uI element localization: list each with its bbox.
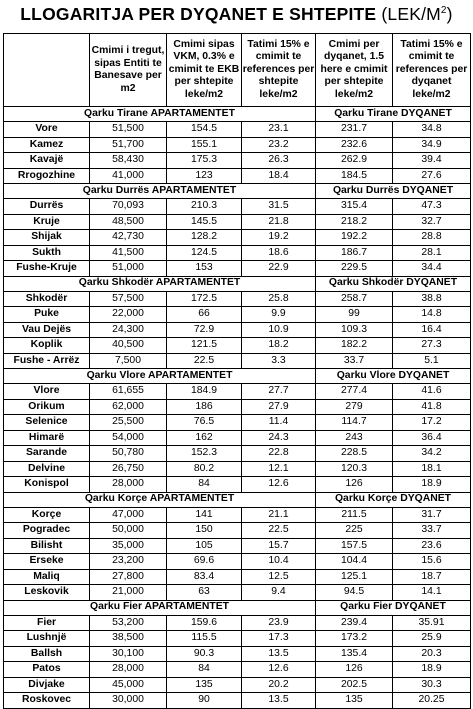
value-cell: 19.2 bbox=[242, 230, 316, 246]
value-cell: 123 bbox=[167, 168, 242, 184]
value-cell: 51,000 bbox=[90, 261, 167, 277]
value-cell: 258.7 bbox=[316, 291, 393, 307]
value-cell: 35.91 bbox=[393, 615, 471, 631]
value-cell: 47,000 bbox=[90, 507, 167, 523]
value-cell: 51,500 bbox=[90, 122, 167, 138]
value-cell: 41.6 bbox=[393, 384, 471, 400]
section-shops-title: Qarku Fier DYQANET bbox=[316, 600, 471, 615]
header-cell: Cmimi per dyqanet, 1.5 here e cmimit per shtepite leke/m2 bbox=[316, 34, 393, 107]
value-cell: 172.5 bbox=[167, 291, 242, 307]
value-cell: 51,700 bbox=[90, 137, 167, 153]
city-name-cell: Maliq bbox=[4, 569, 90, 585]
table-row bbox=[4, 662, 471, 678]
value-cell: 9.4 bbox=[242, 585, 316, 601]
value-cell: 115.5 bbox=[167, 631, 242, 647]
value-cell: 40,500 bbox=[90, 338, 167, 354]
value-cell: 18.9 bbox=[393, 662, 471, 678]
section-header-row bbox=[4, 276, 471, 291]
value-cell: 23.6 bbox=[393, 538, 471, 554]
value-cell: 14.1 bbox=[393, 585, 471, 601]
value-cell: 243 bbox=[316, 430, 393, 446]
value-cell: 22.9 bbox=[242, 261, 316, 277]
value-cell: 120.3 bbox=[316, 461, 393, 477]
value-cell: 21.1 bbox=[242, 507, 316, 523]
table-row bbox=[4, 538, 471, 554]
value-cell: 31.7 bbox=[393, 507, 471, 523]
section-shops-title: Qarku Tirane DYQANET bbox=[316, 107, 471, 122]
value-cell: 125.1 bbox=[316, 569, 393, 585]
table-row bbox=[4, 461, 471, 477]
city-name-cell: Bilisht bbox=[4, 538, 90, 554]
value-cell: 21.8 bbox=[242, 214, 316, 230]
value-cell: 22.5 bbox=[167, 353, 242, 369]
value-cell: 84 bbox=[167, 662, 242, 678]
value-cell: 28,000 bbox=[90, 662, 167, 678]
city-name-cell: Delvine bbox=[4, 461, 90, 477]
header-cell bbox=[4, 34, 90, 107]
city-name-cell: Fier bbox=[4, 615, 90, 631]
value-cell: 13.5 bbox=[242, 646, 316, 662]
title-unit bbox=[381, 4, 452, 24]
value-cell: 33.7 bbox=[316, 353, 393, 369]
value-cell: 80.2 bbox=[167, 461, 242, 477]
value-cell: 18.1 bbox=[393, 461, 471, 477]
value-cell: 30,100 bbox=[90, 646, 167, 662]
city-name-cell: Kruje bbox=[4, 214, 90, 230]
value-cell: 18.7 bbox=[393, 569, 471, 585]
value-cell: 21,000 bbox=[90, 585, 167, 601]
title-text: LLOGARITJA PER DYQANET E SHTEPITE bbox=[20, 4, 377, 24]
value-cell: 17.3 bbox=[242, 631, 316, 647]
value-cell: 24.3 bbox=[242, 430, 316, 446]
value-cell: 211.5 bbox=[316, 507, 393, 523]
value-cell: 32.7 bbox=[393, 214, 471, 230]
value-cell: 58,430 bbox=[90, 153, 167, 169]
table-row bbox=[4, 554, 471, 570]
table-row bbox=[4, 214, 471, 230]
city-name-cell: Korçe bbox=[4, 507, 90, 523]
value-cell: 153 bbox=[167, 261, 242, 277]
city-name-cell: Kavajë bbox=[4, 153, 90, 169]
value-cell: 83.4 bbox=[167, 569, 242, 585]
value-cell: 42,730 bbox=[90, 230, 167, 246]
value-cell: 135 bbox=[167, 677, 242, 693]
value-cell: 173.2 bbox=[316, 631, 393, 647]
value-cell: 31.5 bbox=[242, 199, 316, 215]
price-table bbox=[3, 33, 471, 709]
city-name-cell: Lushnjë bbox=[4, 631, 90, 647]
value-cell: 33.7 bbox=[393, 523, 471, 539]
value-cell: 162 bbox=[167, 430, 242, 446]
city-name-cell: Vore bbox=[4, 122, 90, 138]
city-name-cell: Durrës bbox=[4, 199, 90, 215]
value-cell: 10.9 bbox=[242, 322, 316, 338]
section-header-row bbox=[4, 492, 471, 507]
city-name-cell: Rrogozhine bbox=[4, 168, 90, 184]
value-cell: 279 bbox=[316, 399, 393, 415]
table-row bbox=[4, 199, 471, 215]
city-name-cell: Shkodër bbox=[4, 291, 90, 307]
value-cell: 57,500 bbox=[90, 291, 167, 307]
value-cell: 135.4 bbox=[316, 646, 393, 662]
table-row bbox=[4, 322, 471, 338]
table-row bbox=[4, 477, 471, 493]
table-row bbox=[4, 307, 471, 323]
value-cell: 232.6 bbox=[316, 137, 393, 153]
table-row bbox=[4, 338, 471, 354]
value-cell: 41,500 bbox=[90, 245, 167, 261]
city-name-cell: Shijak bbox=[4, 230, 90, 246]
value-cell: 218.2 bbox=[316, 214, 393, 230]
value-cell: 315.4 bbox=[316, 199, 393, 215]
value-cell: 63 bbox=[167, 585, 242, 601]
value-cell: 104.4 bbox=[316, 554, 393, 570]
city-name-cell: Sukth bbox=[4, 245, 90, 261]
city-name-cell: Konispol bbox=[4, 477, 90, 493]
city-name-cell: Vau Dejës bbox=[4, 322, 90, 338]
table-row bbox=[4, 168, 471, 184]
value-cell: 27.7 bbox=[242, 384, 316, 400]
value-cell: 84 bbox=[167, 477, 242, 493]
value-cell: 141 bbox=[167, 507, 242, 523]
value-cell: 152.3 bbox=[167, 446, 242, 462]
section-shops-title: Qarku Vlore DYQANET bbox=[316, 369, 471, 384]
value-cell: 16.4 bbox=[393, 322, 471, 338]
value-cell: 34.9 bbox=[393, 137, 471, 153]
value-cell: 15.6 bbox=[393, 554, 471, 570]
value-cell: 12.1 bbox=[242, 461, 316, 477]
value-cell: 28,000 bbox=[90, 477, 167, 493]
value-cell: 14.8 bbox=[393, 307, 471, 323]
city-name-cell: Roskovec bbox=[4, 693, 90, 709]
table-row bbox=[4, 291, 471, 307]
value-cell: 192.2 bbox=[316, 230, 393, 246]
value-cell: 22.5 bbox=[242, 523, 316, 539]
value-cell: 99 bbox=[316, 307, 393, 323]
value-cell: 23.1 bbox=[242, 122, 316, 138]
value-cell: 277.4 bbox=[316, 384, 393, 400]
table-row bbox=[4, 569, 471, 585]
section-header-row bbox=[4, 600, 471, 615]
value-cell: 34.4 bbox=[393, 261, 471, 277]
value-cell: 12.5 bbox=[242, 569, 316, 585]
value-cell: 262.9 bbox=[316, 153, 393, 169]
city-name-cell: Fushe - Arrëz bbox=[4, 353, 90, 369]
value-cell: 23.9 bbox=[242, 615, 316, 631]
city-name-cell: Patos bbox=[4, 662, 90, 678]
city-name-cell: Koplik bbox=[4, 338, 90, 354]
value-cell: 25.9 bbox=[393, 631, 471, 647]
header-cell: Tatimi 15% e cmimit te references per dyqanet leke/m2 bbox=[393, 34, 471, 107]
value-cell: 28.8 bbox=[393, 230, 471, 246]
value-cell: 69.6 bbox=[167, 554, 242, 570]
table-row bbox=[4, 646, 471, 662]
city-name-cell: Erseke bbox=[4, 554, 90, 570]
value-cell: 38.8 bbox=[393, 291, 471, 307]
section-apartments-title: Qarku Durrës APARTAMENTET bbox=[4, 184, 316, 199]
value-cell: 186.7 bbox=[316, 245, 393, 261]
value-cell: 50,000 bbox=[90, 523, 167, 539]
city-name-cell: Sarande bbox=[4, 446, 90, 462]
table-row bbox=[4, 153, 471, 169]
section-shops-title: Qarku Shkodër DYQANET bbox=[316, 276, 471, 291]
value-cell: 150 bbox=[167, 523, 242, 539]
table-row bbox=[4, 399, 471, 415]
value-cell: 7,500 bbox=[90, 353, 167, 369]
title-unit-sup: 2 bbox=[440, 5, 447, 17]
value-cell: 121.5 bbox=[167, 338, 242, 354]
value-cell: 18.2 bbox=[242, 338, 316, 354]
city-name-cell: Fushe-Kruje bbox=[4, 261, 90, 277]
value-cell: 30,000 bbox=[90, 693, 167, 709]
table-row bbox=[4, 507, 471, 523]
table-row bbox=[4, 693, 471, 709]
value-cell: 135 bbox=[316, 693, 393, 709]
value-cell: 175.3 bbox=[167, 153, 242, 169]
section-shops-title: Qarku Durrës DYQANET bbox=[316, 184, 471, 199]
value-cell: 72.9 bbox=[167, 322, 242, 338]
table-row bbox=[4, 585, 471, 601]
section-shops-title: Qarku Korçe DYQANET bbox=[316, 492, 471, 507]
section-header-row bbox=[4, 184, 471, 199]
value-cell: 186 bbox=[167, 399, 242, 415]
value-cell: 128.2 bbox=[167, 230, 242, 246]
value-cell: 39.4 bbox=[393, 153, 471, 169]
value-cell: 27,800 bbox=[90, 569, 167, 585]
value-cell: 20.3 bbox=[393, 646, 471, 662]
value-cell: 239.4 bbox=[316, 615, 393, 631]
table-row bbox=[4, 615, 471, 631]
value-cell: 48,500 bbox=[90, 214, 167, 230]
city-name-cell: Selenice bbox=[4, 415, 90, 431]
value-cell: 225 bbox=[316, 523, 393, 539]
value-cell: 27.6 bbox=[393, 168, 471, 184]
table-row bbox=[4, 245, 471, 261]
value-cell: 154.5 bbox=[167, 122, 242, 138]
city-name-cell: Leskovik bbox=[4, 585, 90, 601]
value-cell: 90.3 bbox=[167, 646, 242, 662]
title-unit-close: ) bbox=[446, 4, 453, 24]
value-cell: 3.3 bbox=[242, 353, 316, 369]
value-cell: 90 bbox=[167, 693, 242, 709]
value-cell: 22.8 bbox=[242, 446, 316, 462]
city-name-cell: Himarë bbox=[4, 430, 90, 446]
section-apartments-title: Qarku Vlore APARTAMENTET bbox=[4, 369, 316, 384]
value-cell: 35,000 bbox=[90, 538, 167, 554]
section-apartments-title: Qarku Korçe APARTAMENTET bbox=[4, 492, 316, 507]
value-cell: 114.7 bbox=[316, 415, 393, 431]
table-row bbox=[4, 137, 471, 153]
value-cell: 23.2 bbox=[242, 137, 316, 153]
city-name-cell: Vlore bbox=[4, 384, 90, 400]
value-cell: 70,093 bbox=[90, 199, 167, 215]
value-cell: 109.3 bbox=[316, 322, 393, 338]
value-cell: 23,200 bbox=[90, 554, 167, 570]
value-cell: 184.5 bbox=[316, 168, 393, 184]
header-cell: Cmimi i tregut, sipas Entiti te Banesave per m2 bbox=[90, 34, 167, 107]
value-cell: 12.6 bbox=[242, 477, 316, 493]
value-cell: 20.25 bbox=[393, 693, 471, 709]
value-cell: 159.6 bbox=[167, 615, 242, 631]
value-cell: 41,000 bbox=[90, 168, 167, 184]
value-cell: 27.3 bbox=[393, 338, 471, 354]
table-row bbox=[4, 122, 471, 138]
value-cell: 210.3 bbox=[167, 199, 242, 215]
value-cell: 145.5 bbox=[167, 214, 242, 230]
city-name-cell: Puke bbox=[4, 307, 90, 323]
value-cell: 12.6 bbox=[242, 662, 316, 678]
value-cell: 202.5 bbox=[316, 677, 393, 693]
value-cell: 28.1 bbox=[393, 245, 471, 261]
city-name-cell: Orikum bbox=[4, 399, 90, 415]
value-cell: 53,200 bbox=[90, 615, 167, 631]
city-name-cell: Divjake bbox=[4, 677, 90, 693]
table-body bbox=[4, 107, 471, 709]
section-apartments-title: Qarku Shkodër APARTAMENTET bbox=[4, 276, 316, 291]
value-cell: 9.9 bbox=[242, 307, 316, 323]
value-cell: 184.9 bbox=[167, 384, 242, 400]
value-cell: 10.4 bbox=[242, 554, 316, 570]
value-cell: 18.4 bbox=[242, 168, 316, 184]
section-apartments-title: Qarku Fier APARTAMENTET bbox=[4, 600, 316, 615]
table-row bbox=[4, 430, 471, 446]
value-cell: 18.6 bbox=[242, 245, 316, 261]
value-cell: 126 bbox=[316, 662, 393, 678]
value-cell: 26.3 bbox=[242, 153, 316, 169]
value-cell: 62,000 bbox=[90, 399, 167, 415]
value-cell: 41.8 bbox=[393, 399, 471, 415]
value-cell: 20.2 bbox=[242, 677, 316, 693]
table-row bbox=[4, 353, 471, 369]
value-cell: 94.5 bbox=[316, 585, 393, 601]
value-cell: 25,500 bbox=[90, 415, 167, 431]
value-cell: 126 bbox=[316, 477, 393, 493]
value-cell: 61,655 bbox=[90, 384, 167, 400]
header-cell: Tatimi 15% e cmimit te references per shtepite leke/m2 bbox=[242, 34, 316, 107]
value-cell: 231.7 bbox=[316, 122, 393, 138]
header-row bbox=[4, 34, 471, 107]
value-cell: 27.9 bbox=[242, 399, 316, 415]
value-cell: 15.7 bbox=[242, 538, 316, 554]
value-cell: 22,000 bbox=[90, 307, 167, 323]
value-cell: 34.2 bbox=[393, 446, 471, 462]
value-cell: 155.1 bbox=[167, 137, 242, 153]
value-cell: 30.3 bbox=[393, 677, 471, 693]
section-header-row bbox=[4, 107, 471, 122]
value-cell: 157.5 bbox=[316, 538, 393, 554]
value-cell: 45,000 bbox=[90, 677, 167, 693]
value-cell: 18.9 bbox=[393, 477, 471, 493]
table-row bbox=[4, 384, 471, 400]
value-cell: 17.2 bbox=[393, 415, 471, 431]
title-unit-text: (LEK/M bbox=[381, 4, 441, 24]
value-cell: 38,500 bbox=[90, 631, 167, 647]
value-cell: 66 bbox=[167, 307, 242, 323]
table-row bbox=[4, 261, 471, 277]
value-cell: 47.3 bbox=[393, 199, 471, 215]
value-cell: 25.8 bbox=[242, 291, 316, 307]
table-row bbox=[4, 230, 471, 246]
city-name-cell: Kamez bbox=[4, 137, 90, 153]
city-name-cell: Pogradec bbox=[4, 523, 90, 539]
page-title bbox=[0, 4, 473, 25]
value-cell: 11.4 bbox=[242, 415, 316, 431]
value-cell: 124.5 bbox=[167, 245, 242, 261]
value-cell: 36.4 bbox=[393, 430, 471, 446]
value-cell: 26,750 bbox=[90, 461, 167, 477]
section-apartments-title: Qarku Tirane APARTAMENTET bbox=[4, 107, 316, 122]
value-cell: 229.5 bbox=[316, 261, 393, 277]
section-header-row bbox=[4, 369, 471, 384]
header-cell: Cmimi sipas VKM, 0.3% e cmimit te EKB per shtepite leke/m2 bbox=[167, 34, 242, 107]
table-row bbox=[4, 631, 471, 647]
value-cell: 182.2 bbox=[316, 338, 393, 354]
value-cell: 228.5 bbox=[316, 446, 393, 462]
value-cell: 54,000 bbox=[90, 430, 167, 446]
city-name-cell: Ballsh bbox=[4, 646, 90, 662]
value-cell: 5.1 bbox=[393, 353, 471, 369]
table-row bbox=[4, 677, 471, 693]
value-cell: 24,300 bbox=[90, 322, 167, 338]
value-cell: 76.5 bbox=[167, 415, 242, 431]
table-row bbox=[4, 446, 471, 462]
value-cell: 50,780 bbox=[90, 446, 167, 462]
value-cell: 105 bbox=[167, 538, 242, 554]
value-cell: 13.5 bbox=[242, 693, 316, 709]
table-row bbox=[4, 523, 471, 539]
table-row bbox=[4, 415, 471, 431]
value-cell: 34.8 bbox=[393, 122, 471, 138]
